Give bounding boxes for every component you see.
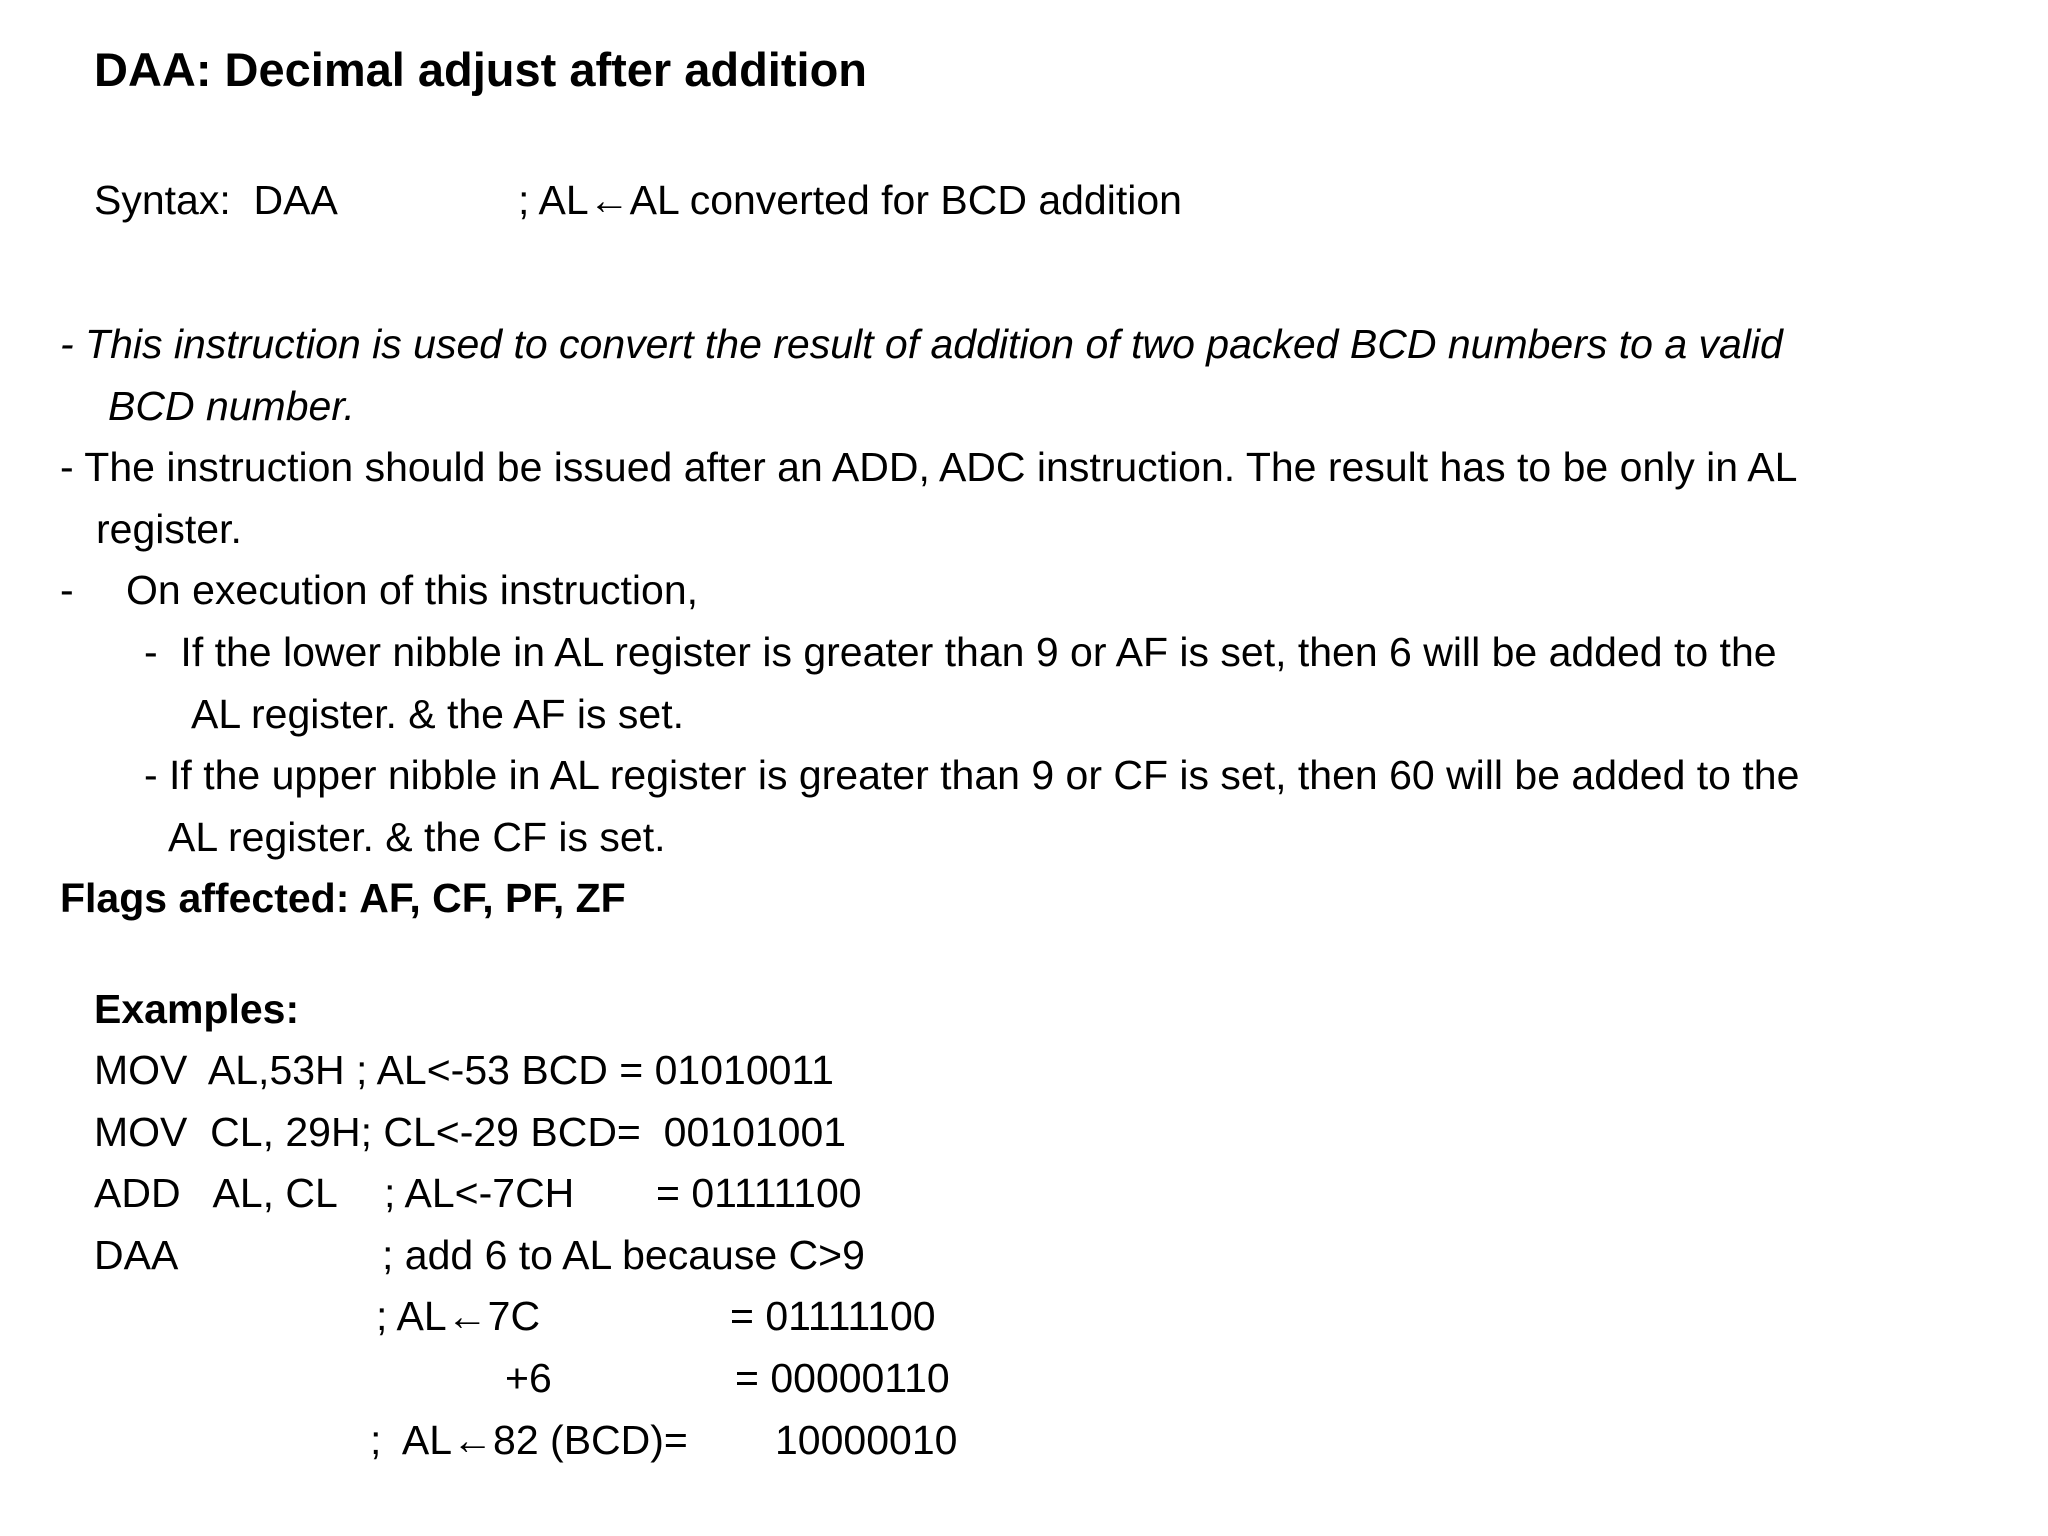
- sub-bullet-1-line-1: - If the lower nibble in AL register is greater than 9 or AF is set, then 6 will be added to the: [144, 629, 1777, 675]
- example-line-2: MOV CL, 29H; CL<-29 BCD= 00101001: [94, 1109, 847, 1155]
- example-line-4-instruction: DAA: [94, 1232, 179, 1278]
- bullet-1-line-1: - This instruction is used to convert the result of addition of two packed BCD numbers to a valid: [60, 321, 1783, 367]
- example-line-5-value: = 01111100: [730, 1293, 936, 1339]
- flags-affected: Flags affected: AF, CF, PF, ZF: [60, 875, 626, 921]
- bullet-2-line-2: register.: [96, 506, 242, 552]
- example-line-5-comment: ; AL←7C: [376, 1293, 541, 1339]
- sub-bullet-2-line-1: - If the upper nibble in AL register is greater than 9 or CF is set, then 60 will be added to the: [144, 752, 1800, 798]
- example-line-7-comment: ; AL←82 (BCD)=: [370, 1417, 688, 1463]
- bullet-3-text: On execution of this instruction,: [126, 567, 699, 613]
- bullet-2-line-1: - The instruction should be issued after an ADD, ADC instruction. The result has to be only in AL: [60, 444, 1798, 490]
- example-line-4-comment: ; add 6 to AL because C>9: [382, 1232, 865, 1278]
- sub-bullet-1-line-2: AL register. & the AF is set.: [191, 691, 684, 737]
- syntax-label: Syntax: DAA: [94, 177, 338, 223]
- example-line-1: MOV AL,53H ; AL<-53 BCD = 01010011: [94, 1047, 834, 1093]
- example-line-6-addend: +6: [505, 1355, 552, 1401]
- example-line-3-value: = 01111100: [656, 1170, 862, 1216]
- sub-bullet-2-line-2: AL register. & the CF is set.: [168, 814, 666, 860]
- example-line-3-instruction: ADD AL, CL: [94, 1170, 338, 1216]
- bullet-3-dash: -: [60, 567, 74, 613]
- syntax-comment: ; AL←AL converted for BCD addition: [518, 177, 1182, 223]
- example-line-3-comment: ; AL<-7CH: [384, 1170, 575, 1216]
- examples-heading: Examples:: [94, 986, 300, 1032]
- page-title: DAA: Decimal adjust after addition: [94, 43, 867, 96]
- example-line-6-value: = 00000110: [735, 1355, 950, 1401]
- example-line-7-value: 10000010: [775, 1417, 958, 1463]
- bullet-1-line-2: BCD number.: [108, 383, 355, 429]
